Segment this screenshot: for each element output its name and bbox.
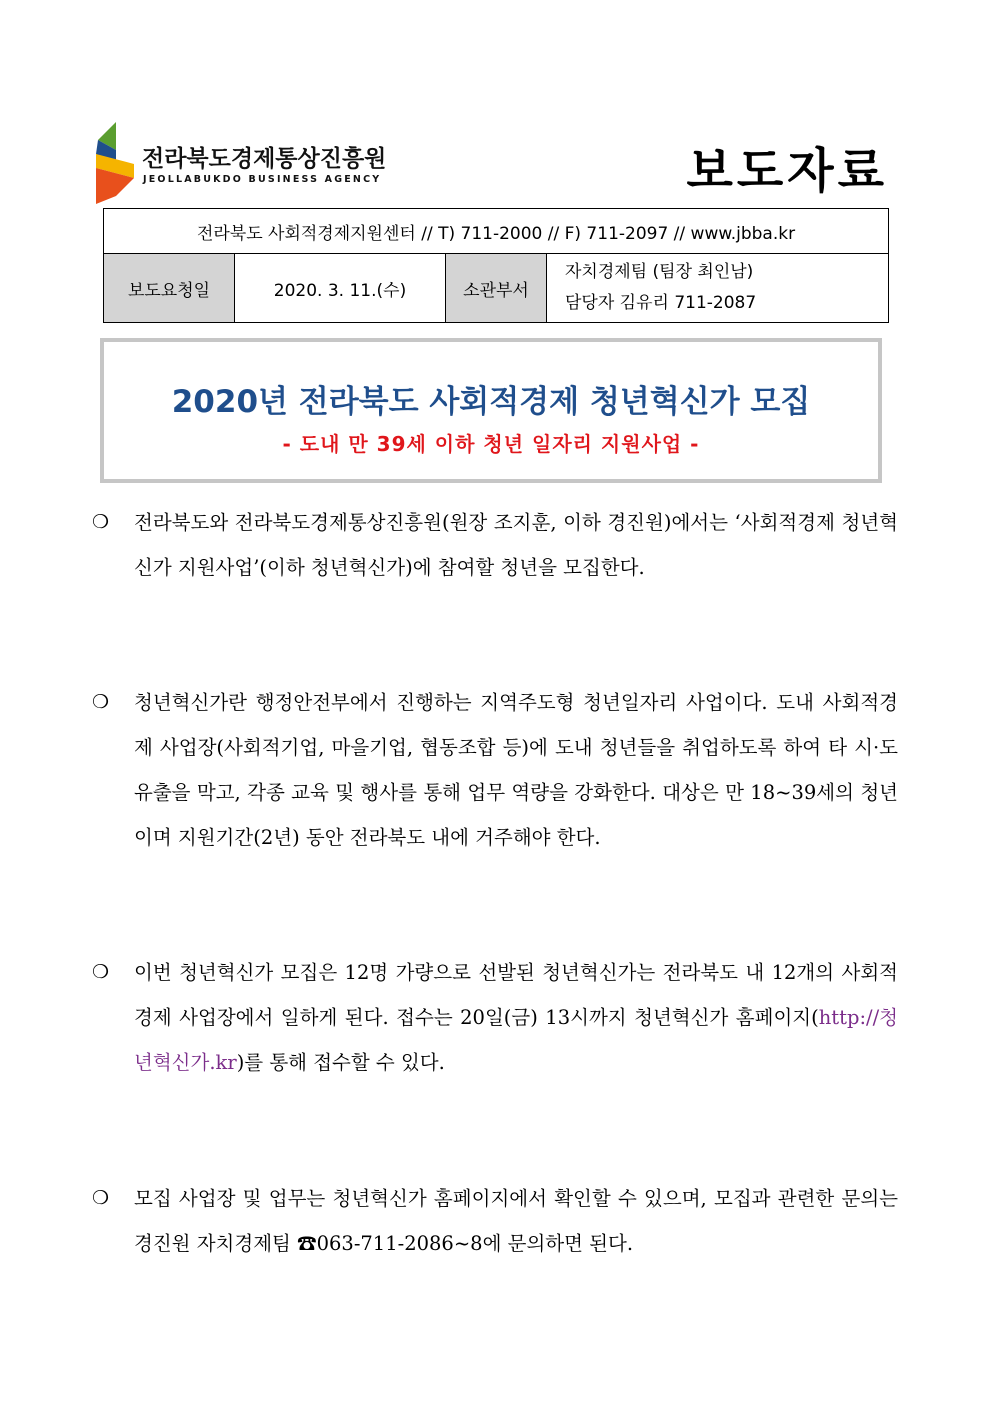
homepage-link[interactable]: http://청년혁신가.kr (134, 1006, 898, 1074)
paragraph-4-text: 모집 사업장 및 업무는 청년혁신가 홈페이지에서 확인할 수 있으며, 모집과 관련한 문의는 경진원 자치경제팀 ☎063-711-2086~8에 문의하면 된다. (134, 1187, 898, 1255)
paragraph-4 (92, 1176, 898, 1266)
bullet-icon: ❍ (92, 511, 110, 533)
paragraph-3-after: )를 통해 접수할 수 있다. (236, 1051, 445, 1074)
paragraph-1 (92, 500, 898, 590)
bullet-icon: ❍ (92, 961, 110, 983)
org-name-en: JEOLLABUKDO BUSINESS AGENCY (143, 174, 382, 185)
dept-label: 소관부서 (446, 254, 547, 323)
paragraph-2-text: 청년혁신가란 행정안전부에서 진행하는 지역주도형 청년일자리 사업이다. 도내 사회적경제 사업장(사회적기업, 마을기업, 협동조합 등)에 도내 청년들을 취업하도록 하여 타 시·도 유출을 막고, 각종 교육 및 행사를 통해 업무 역량을 강화한다. 대상은 만 18~39세의 청년이며 지원기간(2년) 동안 전라북도 내에 거주해야 한다. (134, 691, 898, 849)
dept-value (547, 254, 889, 323)
paragraph-1-text: 전라북도와 전라북도경제통상진흥원(원장 조지훈, 이하 경진원)에서는 ‘사회적경제 청년혁신가 지원사업’(이하 청년혁신가)에 참여할 청년을 모집한다. (134, 511, 898, 579)
paragraph-3 (92, 950, 898, 1085)
headline-box (100, 338, 882, 483)
org-logo-icon (94, 120, 142, 206)
contact-line: 전라북도 사회적경제지원센터 // T) 711-2000 // F) 711-2097 // www.jbba.kr (104, 209, 889, 254)
bullet-icon: ❍ (92, 691, 110, 713)
headline-subtitle: - 도내 만 39세 이하 청년 일자리 지원사업 - (282, 432, 700, 456)
paragraph-2 (92, 680, 898, 860)
info-table (103, 208, 889, 323)
paragraph-3-text (134, 950, 898, 1085)
org-logo (94, 120, 394, 206)
dept-contact: 담당자 김유리 711-2087 (565, 293, 757, 313)
request-date-value: 2020. 3. 11.(수) (235, 254, 446, 323)
doc-type-title: 보도자료 (686, 143, 888, 199)
dept-team: 자치경제팀 (팀장 최인남) (565, 262, 754, 282)
bullet-icon: ❍ (92, 1187, 110, 1209)
request-date-label: 보도요청일 (104, 254, 235, 323)
paragraph-3-before: 이번 청년혁신가 모집은 12명 가량으로 선발된 청년혁신가는 전라북도 내 12개의 사회적경제 사업장에서 일하게 된다. 접수는 20일(금) 13시까지 청년혁신가 홈페이지( (134, 961, 898, 1029)
headline-title: 2020년 전라북도 사회적경제 청년혁신가 모집 (171, 384, 811, 420)
org-name: 전라북도경제통상진흥원 (142, 146, 387, 172)
